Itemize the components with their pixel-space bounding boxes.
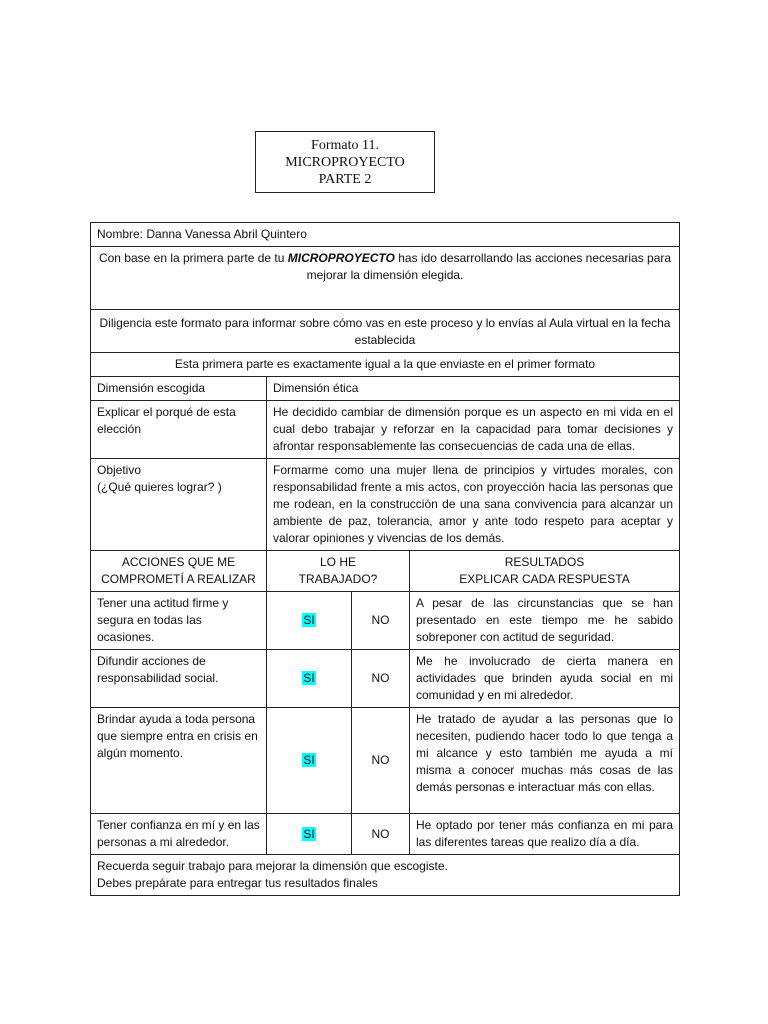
answer-yes bbox=[267, 592, 352, 650]
objective-label-title: Objetivo bbox=[97, 463, 142, 477]
objective-label-question: (¿Qué quieres lograr? ) bbox=[97, 480, 222, 494]
document-title-box bbox=[255, 131, 435, 193]
answer-no: NO bbox=[352, 814, 410, 855]
dimension-row bbox=[91, 377, 680, 401]
answer-yes-highlight: SI bbox=[303, 826, 315, 841]
header-results bbox=[410, 551, 680, 592]
action-text: Brindar ayuda a toda persona que siempre entra en crisis en algún momento. bbox=[91, 708, 267, 814]
action-row bbox=[91, 650, 680, 708]
objective-label bbox=[91, 459, 267, 551]
intro-post: has ido desarrollando las acciones necesarias para mejorar la dimensión elegida. bbox=[306, 251, 672, 282]
action-row bbox=[91, 592, 680, 650]
dimension-label: Dimensión escogida bbox=[91, 377, 267, 401]
action-row bbox=[91, 708, 680, 814]
dimension-value: Dimensión ética bbox=[267, 377, 680, 401]
action-text: Tener una actitud firme y segura en todas las ocasiones. bbox=[91, 592, 267, 650]
intro-row bbox=[91, 247, 680, 310]
footer-row bbox=[91, 855, 680, 896]
answer-no: NO bbox=[352, 592, 410, 650]
title-line-format: Formato 11. bbox=[311, 138, 379, 153]
header-results-line2: EXPLICAR CADA RESPUESTA bbox=[459, 572, 630, 586]
action-text: Difundir acciones de responsabilidad social. bbox=[91, 650, 267, 708]
intro-pre: Con base en la primera parte de tu bbox=[98, 251, 285, 265]
answer-yes bbox=[267, 708, 352, 814]
header-worked-line1: LO HE bbox=[319, 555, 356, 569]
result-text: He optado por tener más confianza en mi para las diferentes tareas que realizo día a día. bbox=[410, 814, 680, 855]
first-part-row bbox=[91, 353, 680, 377]
objective-row bbox=[91, 459, 680, 551]
header-actions-line2: COMPROMETÍ A REALIZAR bbox=[101, 572, 256, 586]
first-part-note: Esta primera parte es exactamente igual a la que enviaste en el primer formato bbox=[91, 353, 680, 377]
instructions-row bbox=[91, 310, 680, 353]
footer-note-line2: Debes prepárate para entregar tus resultados finales bbox=[97, 876, 378, 890]
reason-label: Explicar el porqué de esta elección bbox=[91, 401, 267, 459]
answer-yes-highlight: SI bbox=[303, 613, 315, 627]
footer-note bbox=[91, 855, 680, 896]
header-actions-line1: ACCIONES QUE ME bbox=[121, 555, 236, 569]
header-results-line1: RESULTADOS bbox=[504, 555, 585, 569]
answer-yes-highlight: SI bbox=[303, 671, 315, 685]
title-line-part: PARTE 2 bbox=[318, 172, 372, 187]
intro-text bbox=[91, 247, 680, 310]
reason-row bbox=[91, 401, 680, 459]
instructions-text: Diligencia este formato para informar sobre cómo vas en este proceso y lo envías al Aula virtual en la fecha establecida bbox=[91, 310, 680, 353]
result-text: He tratado de ayudar a las personas que lo necesiten, pudiendo hacer todo lo que tenga a mi alcance y esto también me ayuda a mí misma a conocer muchas más cosas de las demás personas e interactuar más con ellas. bbox=[410, 708, 680, 814]
actions-header-row bbox=[91, 551, 680, 592]
answer-yes-highlight: SI bbox=[303, 753, 315, 767]
student-name: Nombre: Danna Vanessa Abril Quintero bbox=[91, 223, 680, 247]
objective-value: Formarme como una mujer llena de principios y virtudes morales, con responsabilidad frente a mis actos, con proyección hacia las personas que me rodean, en la construcción de una sana convivencia para alcanzar un ambiente de paz, tolerancia, amor y ante todo respeto para aceptar y valorar opiniones y vivencias de los demás. bbox=[267, 459, 680, 551]
header-worked-line2: TRABAJADO? bbox=[298, 572, 378, 586]
result-text: A pesar de las circunstancias que se han presentado en este tiempo me he sabido sobreponer con actitud de seguridad. bbox=[410, 592, 680, 650]
action-row bbox=[91, 814, 680, 855]
intro-emphasis: MICROPROYECTO bbox=[287, 251, 395, 265]
name-row bbox=[91, 223, 680, 247]
result-text: Me he involucrado de cierta manera en actividades que brinden ayuda social en mi comunidad y en mi alrededor. bbox=[410, 650, 680, 708]
reason-value: He decidido cambiar de dimensión porque es un aspecto en mi vida en el cual debo trabajar y reforzar en la capacidad para tomar decisiones y afrontar responsablemente las consecuencias de cada una de ellas. bbox=[267, 401, 680, 459]
action-text: Tener confianza en mí y en las personas a mi alrededor. bbox=[91, 814, 267, 855]
answer-no: NO bbox=[352, 650, 410, 708]
header-actions bbox=[91, 551, 267, 592]
microproject-form-table bbox=[90, 222, 680, 896]
footer-note-line1: Recuerda seguir trabajo para mejorar la dimensión que escogiste. bbox=[97, 859, 448, 873]
title-line-project: MICROPROYECTO bbox=[285, 155, 405, 170]
header-worked bbox=[267, 551, 410, 592]
answer-yes bbox=[267, 814, 352, 855]
answer-no: NO bbox=[352, 708, 410, 814]
answer-yes bbox=[267, 650, 352, 708]
